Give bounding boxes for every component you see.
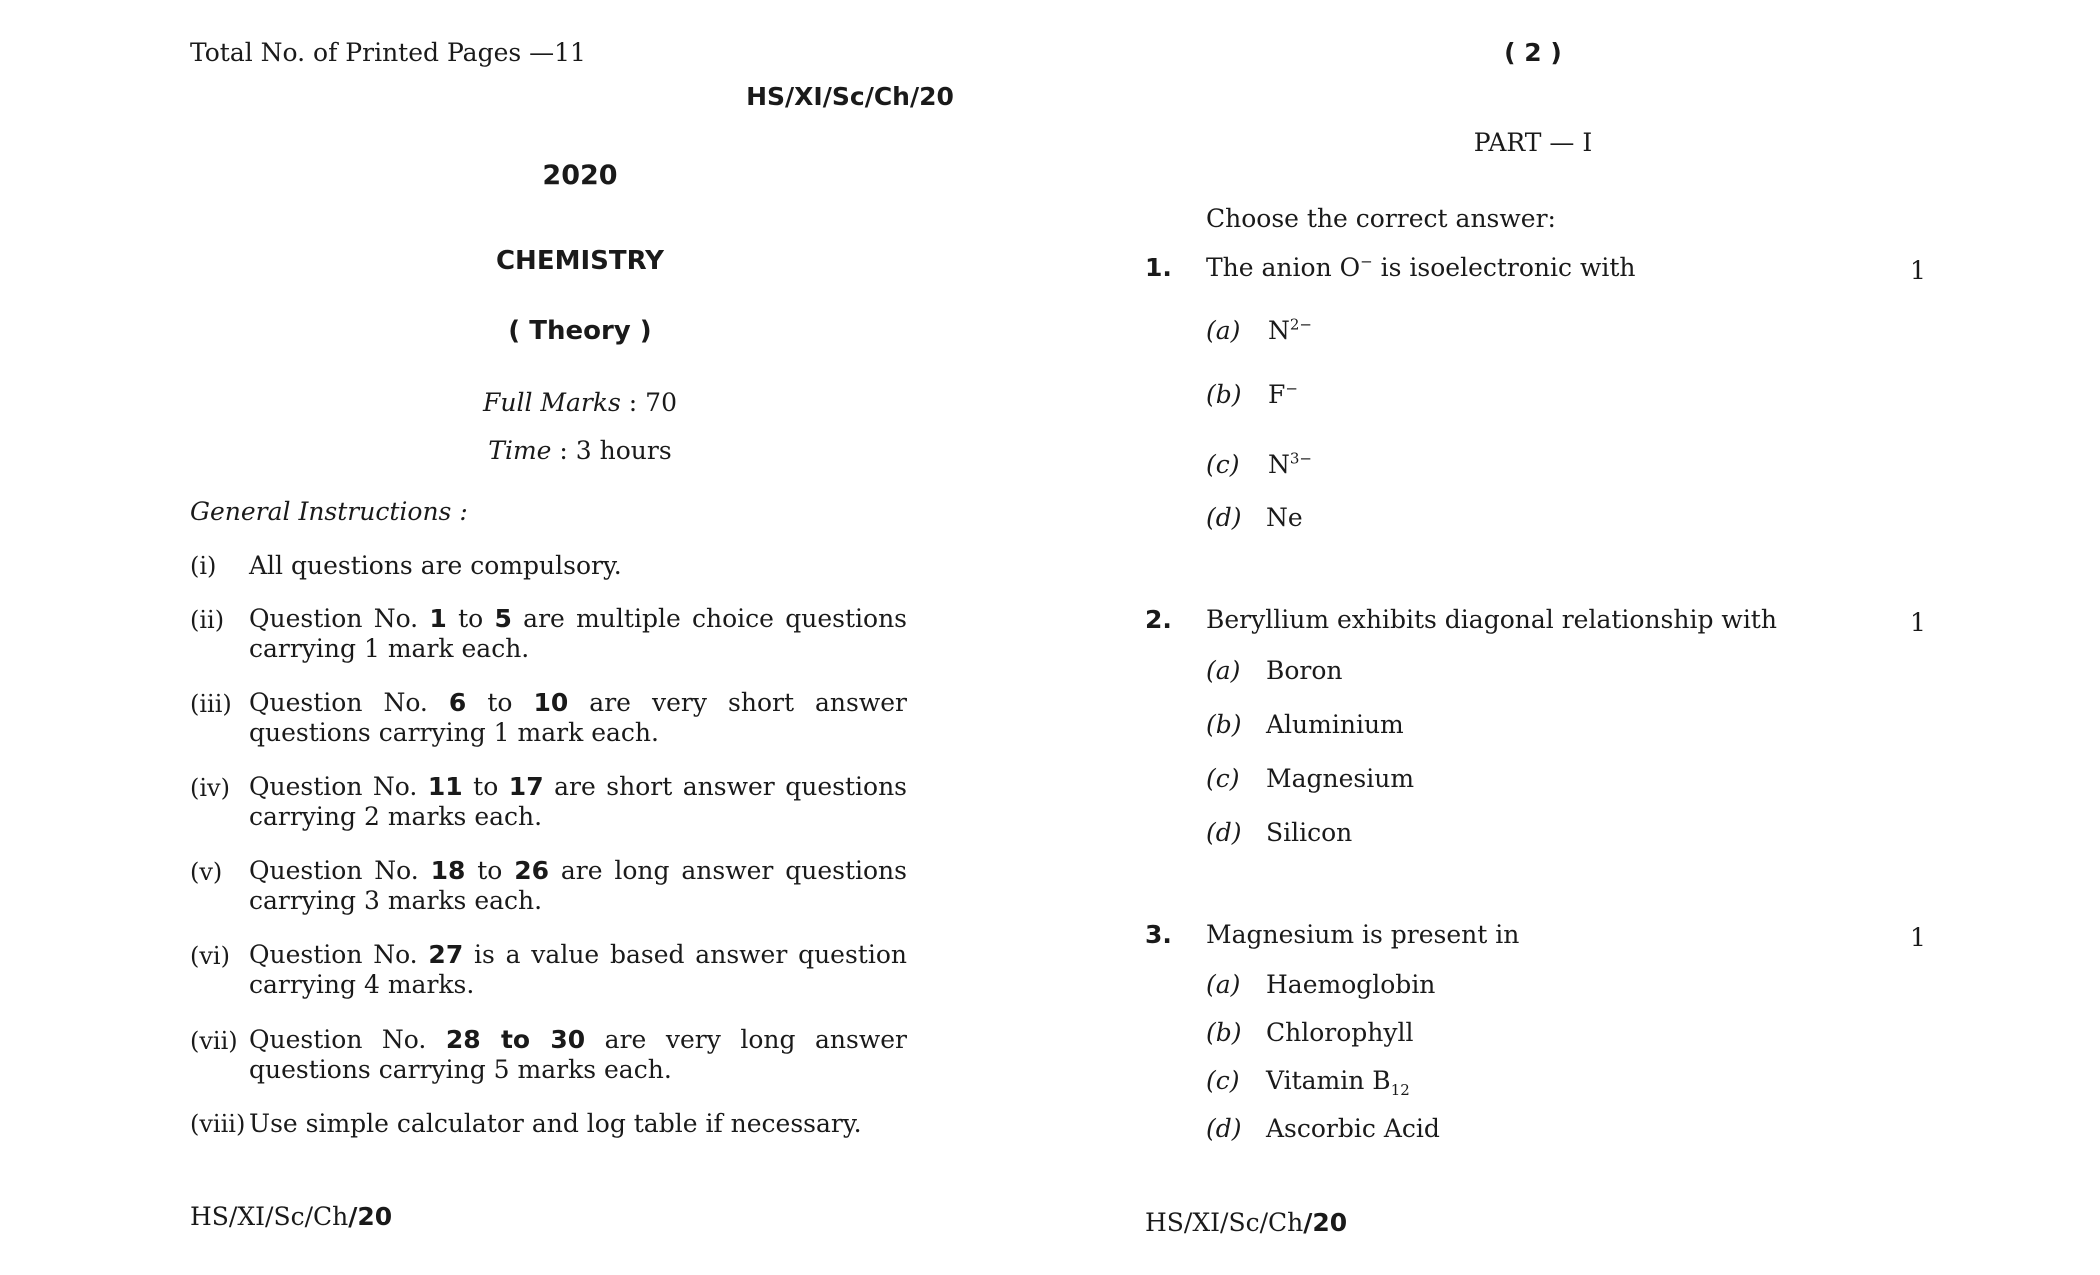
option-text: Chlorophyll xyxy=(1266,1018,1414,1047)
question-text: Magnesium is present in xyxy=(1206,920,1520,949)
paper-type: ( Theory ) xyxy=(508,316,652,346)
question-marks: 1 xyxy=(1910,608,1926,637)
instruction-number: (iii) xyxy=(190,690,232,718)
question-text: The anion O− is isoelectronic with xyxy=(1206,252,1636,282)
option-text: Magnesium xyxy=(1266,764,1415,793)
question-number: 1. xyxy=(1145,253,1172,282)
question-text: Beryllium exhibits diagonal relationship with xyxy=(1206,605,1777,634)
option-text: Silicon xyxy=(1266,818,1353,847)
question-number: 2. xyxy=(1145,605,1172,634)
instruction-text: Use simple calculator and log table if necessary. xyxy=(249,1109,862,1138)
subject-title: CHEMISTRY xyxy=(495,246,665,276)
instruction-text: Question No. 18 to 26 are long answer questions carrying 3 marks each. xyxy=(249,856,907,915)
full-marks-value: : 70 xyxy=(628,388,677,417)
option-text: Aluminium xyxy=(1266,710,1404,739)
option-label: (b) xyxy=(1206,1018,1242,1047)
option-label: (c) xyxy=(1206,450,1240,479)
full-marks-label: Full Marks xyxy=(483,388,621,417)
option-label: (d) xyxy=(1206,818,1242,847)
instruction-text: Question No. 6 to 10 are very short answer questions carrying 1 mark each. xyxy=(249,688,907,747)
question-marks: 1 xyxy=(1910,923,1926,952)
instructions-heading: General Instructions : xyxy=(190,497,468,526)
direction-text: Choose the correct answer: xyxy=(1206,204,1556,233)
instruction-number: (iv) xyxy=(190,774,230,802)
question-marks: 1 xyxy=(1910,256,1926,285)
option-text: Haemoglobin xyxy=(1266,970,1436,999)
instruction-text: Question No. 28 to 30 are very long answer questions carrying 5 marks each. xyxy=(249,1025,907,1084)
option-label: (b) xyxy=(1206,380,1242,409)
option-text: Boron xyxy=(1266,656,1343,685)
time-value: : 3 hours xyxy=(559,436,672,465)
option-label: (a) xyxy=(1206,316,1241,345)
option-text: $N^{3-}$ xyxy=(1268,449,1312,479)
option-label: (d) xyxy=(1206,1114,1242,1143)
page-number: ( 2 ) xyxy=(1504,38,1562,67)
part-heading: PART — I xyxy=(1473,128,1593,157)
page-1-footer-code: HS/XI/Sc/Ch/20 xyxy=(190,1202,393,1231)
option-label: (a) xyxy=(1206,970,1241,999)
instruction-text: Question No. 11 to 17 are short answer questions carrying 2 marks each. xyxy=(249,772,907,831)
instruction-number: (v) xyxy=(190,858,223,886)
instruction-text: Question No. 27 is a value based answer question carrying 4 marks. xyxy=(249,940,907,999)
instruction-text: All questions are compulsory. xyxy=(249,551,622,580)
option-text: Ascorbic Acid xyxy=(1266,1114,1440,1143)
exam-time xyxy=(488,436,671,465)
instruction-number: (vi) xyxy=(190,942,230,970)
option-label: (a) xyxy=(1206,656,1241,685)
page-2-footer-code: HS/XI/Sc/Ch/20 xyxy=(1145,1208,1348,1237)
printed-pages-note: Total No. of Printed Pages —11 xyxy=(190,38,586,67)
option-label: (b) xyxy=(1206,710,1242,739)
question-number: 3. xyxy=(1145,920,1172,949)
instruction-number: (viii) xyxy=(190,1110,246,1138)
option-text: $N^{2-}$ xyxy=(1268,315,1312,345)
instruction-text: Question No. 1 to 5 are multiple choice questions carrying 1 mark each. xyxy=(249,604,907,663)
option-label: (d) xyxy=(1206,503,1242,532)
option-text: Vitamin $B_{12}$ xyxy=(1266,1066,1410,1099)
option-label: (c) xyxy=(1206,764,1240,793)
time-label: Time xyxy=(488,436,552,465)
option-text: F− xyxy=(1268,379,1298,409)
paper-code: HS/XI/Sc/Ch/20 xyxy=(746,82,954,111)
option-label: (c) xyxy=(1206,1066,1240,1095)
instruction-number: (i) xyxy=(190,552,217,580)
instruction-number: (ii) xyxy=(190,606,225,634)
exam-year: 2020 xyxy=(542,160,618,191)
instruction-number: (vii) xyxy=(190,1027,238,1055)
option-text: Ne xyxy=(1266,503,1303,532)
full-marks xyxy=(483,388,677,417)
